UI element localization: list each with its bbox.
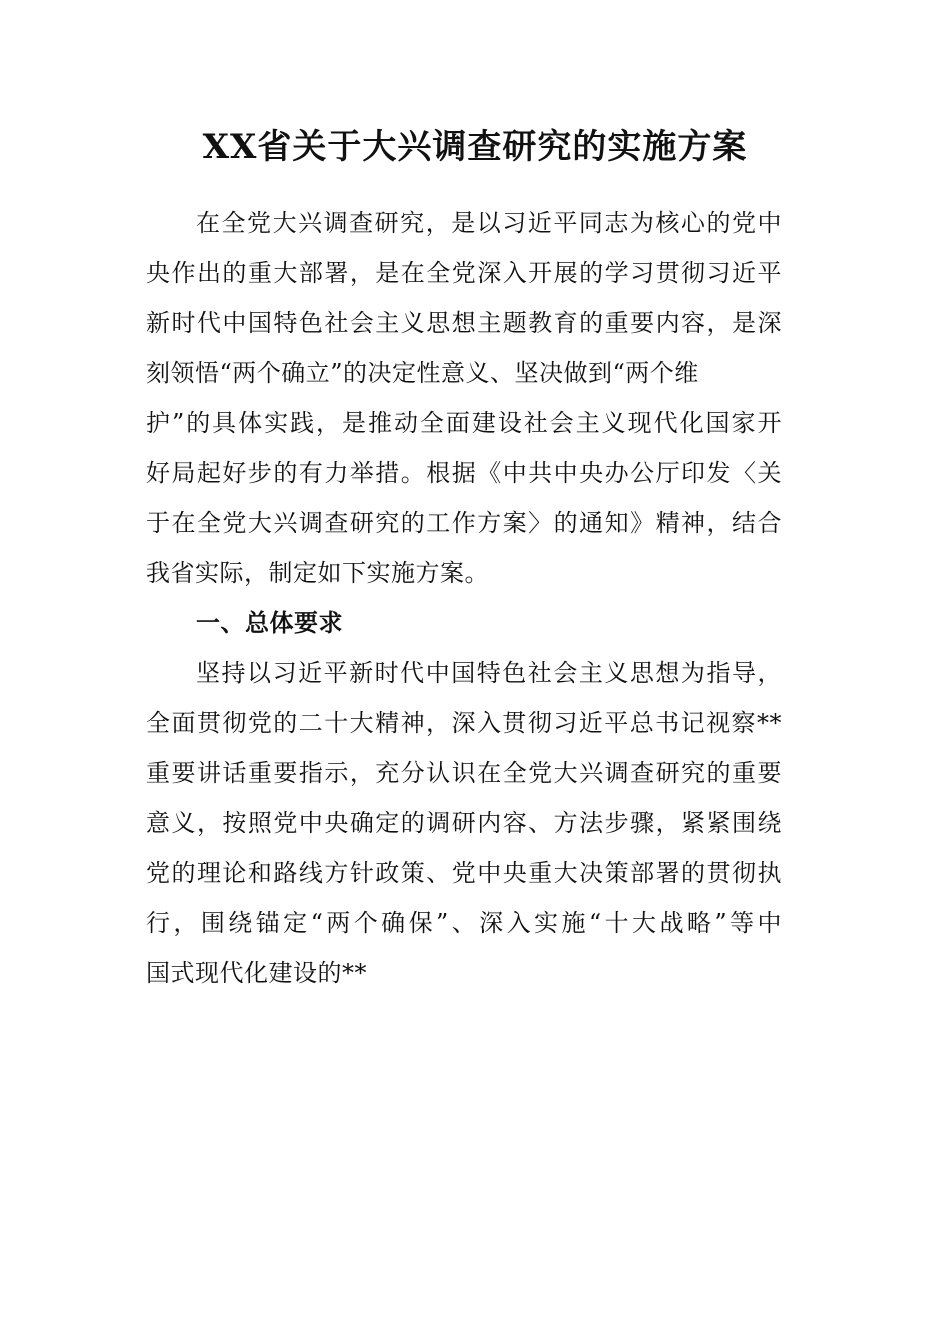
paragraph-line: 我省实际，制定如下实施方案。 (146, 559, 489, 587)
section-heading-block (146, 598, 782, 648)
paragraph-line: 好局起好步的有力举措。根据《中共中央办公厅印发〈关 (146, 459, 782, 487)
paragraph-line: 于在全党大兴调查研究的工作方案〉的通知》精神，结合 (146, 509, 782, 537)
paragraph-requirements (146, 648, 782, 998)
paragraph-line: 党的理论和路线方针政策、党中央重大决策部署的贯彻执 (146, 859, 782, 887)
paragraph-line: 新时代中国特色社会主义思想主题教育的重要内容，是深 (146, 309, 782, 337)
paragraph-line: 在全党大兴调查研究，是以习近平同志为核心的党中 (196, 209, 782, 237)
paragraph-line: 行，围绕锚定“两个确保”、深入实施“十大战略”等中 (146, 909, 782, 937)
paragraph-line: 意义，按照党中央确定的调研内容、方法步骤，紧紧围绕 (146, 809, 782, 837)
paragraph-line: 刻领悟“两个确立”的决定性意义、坚决做到“两个维 (146, 359, 699, 387)
paragraph-intro (146, 198, 782, 598)
paragraph-line: 重要讲话重要指示，充分认识在全党大兴调查研究的重要 (146, 759, 782, 787)
paragraph-line: 坚持以习近平新时代中国特色社会主义思想为指导， (196, 659, 782, 687)
document-title: XX省关于大兴调查研究的实施方案 (202, 127, 748, 167)
paragraph-line: 国式现代化建设的** (146, 959, 367, 987)
paragraph-line: 央作出的重大部署，是在全党深入开展的学习贯彻习近平 (146, 259, 782, 287)
paragraph-line: 全面贯彻党的二十大精神，深入贯彻习近平总书记视察** (146, 709, 782, 737)
section-heading: 一、总体要求 (196, 609, 343, 637)
paragraph-line: 护”的具体实践，是推动全面建设社会主义现代化国家开 (146, 409, 782, 437)
